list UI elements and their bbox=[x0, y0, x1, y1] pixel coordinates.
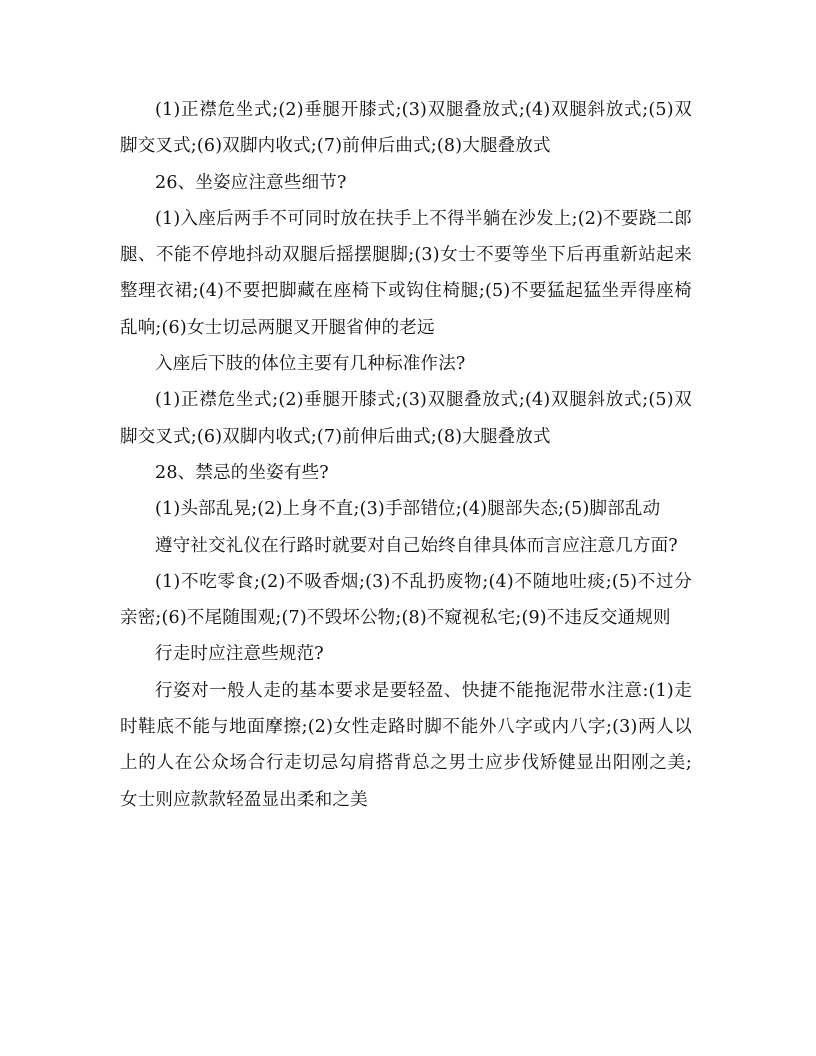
question-walking-etiquette: 遵守社交礼仪在行路时就要对自己始终自律具体而言应注意几方面? bbox=[155, 535, 678, 556]
paragraph-walking-etiquette: (1)不吃零食;(2)不吸香烟;(3)不乱扔废物;(4)不随地吐痰;(5)不过分亲密;(6)不尾随围观;(7)不毁坏公物;(8)不窥视私宅;(9)不违反交通规则 bbox=[120, 571, 692, 629]
paragraph-walking-norms: 行姿对一般人走的基本要求是要轻盈、快捷不能拖泥带水注意:(1)走时鞋底不能与地面摩擦;(2)女性走路时脚不能外八字或内八字;(3)两人以上的人在公众场合行走切忌勾肩搭背总之男士应步伐矫健显出阳刚之美;女士则应款款轻盈显出柔和之美 bbox=[120, 680, 692, 810]
question-walking-norms: 行走时应注意些规范? bbox=[155, 644, 324, 665]
paragraph-sitting-styles-1: (1)正襟危坐式;(2)垂腿开膝式;(3)双腿叠放式;(4)双腿斜放式;(5)双脚交叉式;(6)双脚内收式;(7)前伸后曲式;(8)大腿叠放式 bbox=[120, 100, 692, 157]
document-body bbox=[120, 92, 692, 818]
question-28-forbidden-postures: 28、禁忌的坐姿有些? bbox=[155, 462, 329, 483]
paragraph-forbidden-postures: (1)头部乱晃;(2)上身不直;(3)手部错位;(4)腿部失态;(5)脚部乱动 bbox=[155, 499, 661, 520]
paragraph-sitting-details: (1)入座后两手不可同时放在扶手上不得半躺在沙发上;(2)不要跷二郎腿、不能不停地抖动双腿后摇摆腿脚;(3)女士不要等坐下后再重新站起来整理衣裙;(4)不要把脚藏在座椅下或钩住椅腿;(5)不要猛起猛坐弄得座椅乱响;(6)女士切忌两腿叉开腿省伸的老远 bbox=[120, 208, 692, 338]
paragraph-sitting-styles-2: (1)正襟危坐式;(2)垂腿开膝式;(3)双腿叠放式;(4)双腿斜放式;(5)双脚交叉式;(6)双脚内收式;(7)前伸后曲式;(8)大腿叠放式 bbox=[120, 390, 692, 447]
question-lower-limb-positions: 入座后下肢的体位主要有几种标准作法? bbox=[155, 354, 466, 375]
question-26-sitting-details: 26、坐姿应注意些细节? bbox=[155, 172, 347, 193]
